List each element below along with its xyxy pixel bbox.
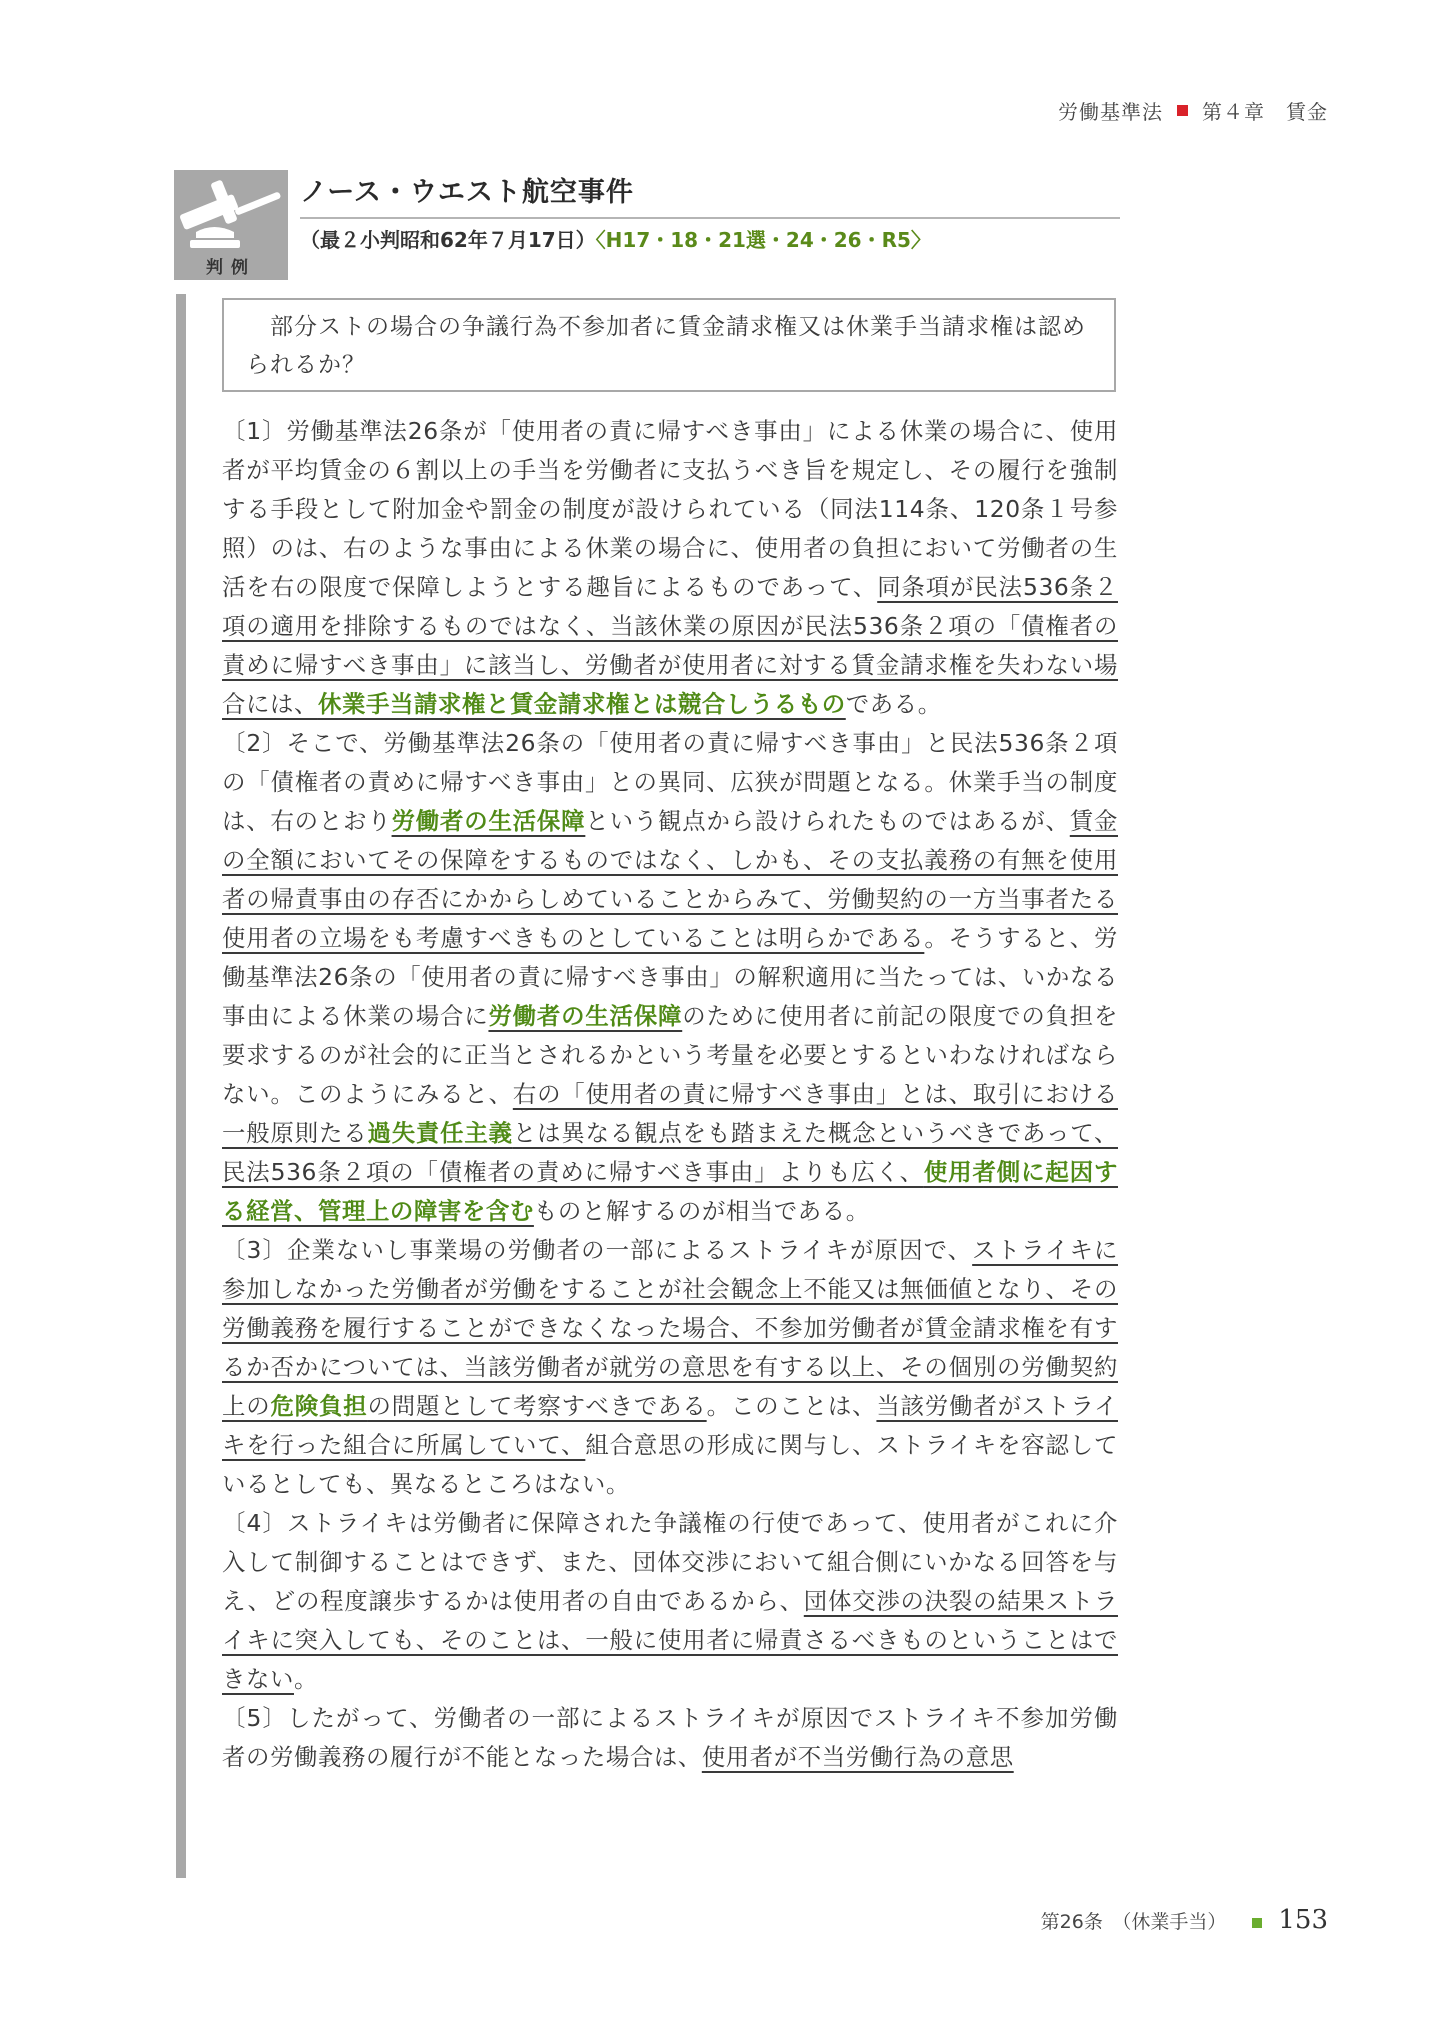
paragraph-5 — [222, 1699, 1118, 1777]
footer-section: 第26条 （休業手当） — [1040, 1911, 1227, 1933]
underlined-text: ストライキに参加しなかった労働者が労働をすることが社会観念上不能又は無価値となり、その労働義務を履行することができなくなった場合、不参加労働者が賃金請求権を有するか否かについては、当該労働者が就労の意思を有する以上、その個別の労働契約上の — [222, 1236, 1118, 1420]
page-number: 153 — [1278, 1905, 1328, 1935]
paragraph-1 — [222, 412, 1118, 724]
header-chapter: 第４章 賃金 — [1202, 100, 1328, 124]
underlined-text: とは異なる観点をも踏まえた概念というべきであって、民法536条２項の「債権者の責めに帰すべき事由」よりも広く、 — [222, 1119, 1118, 1186]
highlight-text: 労働者の生活保障 — [391, 807, 586, 835]
case-label: 判例 — [206, 258, 256, 278]
underlined-text: 同条項が民法536条２項の適用を排除するものではなく、当該休業の原因が民法536条２項の「債権者の責めに帰すべき事由」に該当し、労働者が使用者に対する賃金請求権を失わない場合には、 — [222, 573, 1118, 718]
text: 〔5〕したがって、労働者の一部によるストライキが原因でストライキ不参加労働者の労働義務の履行が不能となった場合は、 — [222, 1704, 1118, 1771]
text: 。 — [293, 1665, 318, 1693]
case-subtitle — [300, 224, 931, 253]
underlined-text: 使用者が不当労働行為の意思 — [701, 1743, 1014, 1771]
running-header — [1058, 96, 1328, 125]
paragraph-3 — [222, 1231, 1118, 1504]
text: 〔1〕労働基準法26条が「使用者の責に帰すべき事由」による休業の場合に、使用者が平均賃金の６割以上の手当を労働者に支払うべき旨を規定し、その履行を強制する手段として附加金や罰金の制度が設けられている（同法114条、120条１号参照）のは、右のような事由による休業の場合に、使用者の負担において労働者の生活を右の限度で保障しようとする趣旨によるものであって、 — [222, 417, 1118, 601]
text: 。このことは、 — [706, 1392, 877, 1420]
highlight-text: 過失責任主義 — [367, 1119, 513, 1147]
highlight-text: 使用者側に起因する経営、管理上の障害を含む — [222, 1158, 1118, 1225]
text: である。 — [845, 690, 942, 718]
text: 組合意思の形成に関与し、ストライキを容認しているとしても、異なるところはない。 — [222, 1431, 1118, 1498]
text: ものと解するのが相当である。 — [533, 1197, 870, 1225]
text: という観点から設けられたものではあるが、 — [585, 807, 1070, 835]
underlined-text: の問題として考察すべきである — [367, 1392, 707, 1420]
header-law: 労働基準法 — [1058, 100, 1163, 124]
text: 〔4〕ストライキは労働者に保障された争議権の行使であって、使用者がこれに介入して制御することはできず、また、団体交渉において組合側にいかなる回答を与え、どの程度譲歩するかは使用者の自由であるから、 — [222, 1509, 1118, 1615]
text: 〔2〕そこで、労働基準法26条の「使用者の責に帰すべき事由」と民法536条２項の「債権者の責めに帰すべき事由」との異同、広狭が問題となる。休業手当の制度は、右のとおり — [222, 729, 1118, 835]
highlight-text: 休業手当請求権と賃金請求権とは競合しうるもの — [317, 690, 846, 718]
underlined-text: 団体交渉の決裂の結果ストライキに突入しても、そのことは、一般に使用者に帰責さるべきものということはできない — [222, 1587, 1118, 1693]
highlight-text: 労働者の生活保障 — [488, 1002, 683, 1030]
highlight-text: 危険負担 — [270, 1392, 368, 1420]
case-title: ノース・ウエスト航空事件 — [300, 170, 1120, 219]
page-footer — [1041, 1905, 1328, 1935]
underlined-text: 賃金の全額においてその保障をするものではなく、しかも、その支払義務の有無を使用者の帰責事由の存否にかからしめていることからみて、労働契約の一方当事者たる使用者の立場をも考慮すべきものとしていることは明らかである — [222, 807, 1118, 952]
underlined-text: 右の「使用者の責に帰すべき事由」とは、取引における一般原則たる — [222, 1080, 1118, 1147]
text: のために使用者に前記の限度での負担を要求するのが社会的に正当とされるかという考量を必要とするといわなければならない。このようにみると、 — [222, 1002, 1118, 1108]
side-bar — [176, 294, 186, 1878]
exam-years: 〈H17・18・21選・24・26・R5〉 — [595, 228, 931, 252]
text: 。そうすると、労働基準法26条の「使用者の責に帰すべき事由」の解釈適用に当たっては、いかなる事由による休業の場合に — [222, 924, 1118, 1030]
paragraph-2 — [222, 724, 1118, 1231]
underlined-text: 当該労働者がストライキを行った組合に所属していて、 — [222, 1392, 1118, 1459]
case-citation: （最２小判昭和62年７月17日） — [300, 228, 596, 252]
gavel-icon — [174, 170, 288, 256]
footer-square-icon — [1252, 1918, 1262, 1928]
header-square-icon — [1177, 105, 1188, 116]
judgment-text — [222, 412, 1118, 1777]
case-badge — [174, 170, 288, 280]
question-box: 部分ストの場合の争議行為不参加者に賃金請求権又は休業手当請求権は認められるか？ — [222, 298, 1116, 392]
paragraph-4 — [222, 1504, 1118, 1699]
text: 〔3〕企業ないし事業場の労働者の一部によるストライキが原因で、 — [222, 1236, 973, 1264]
